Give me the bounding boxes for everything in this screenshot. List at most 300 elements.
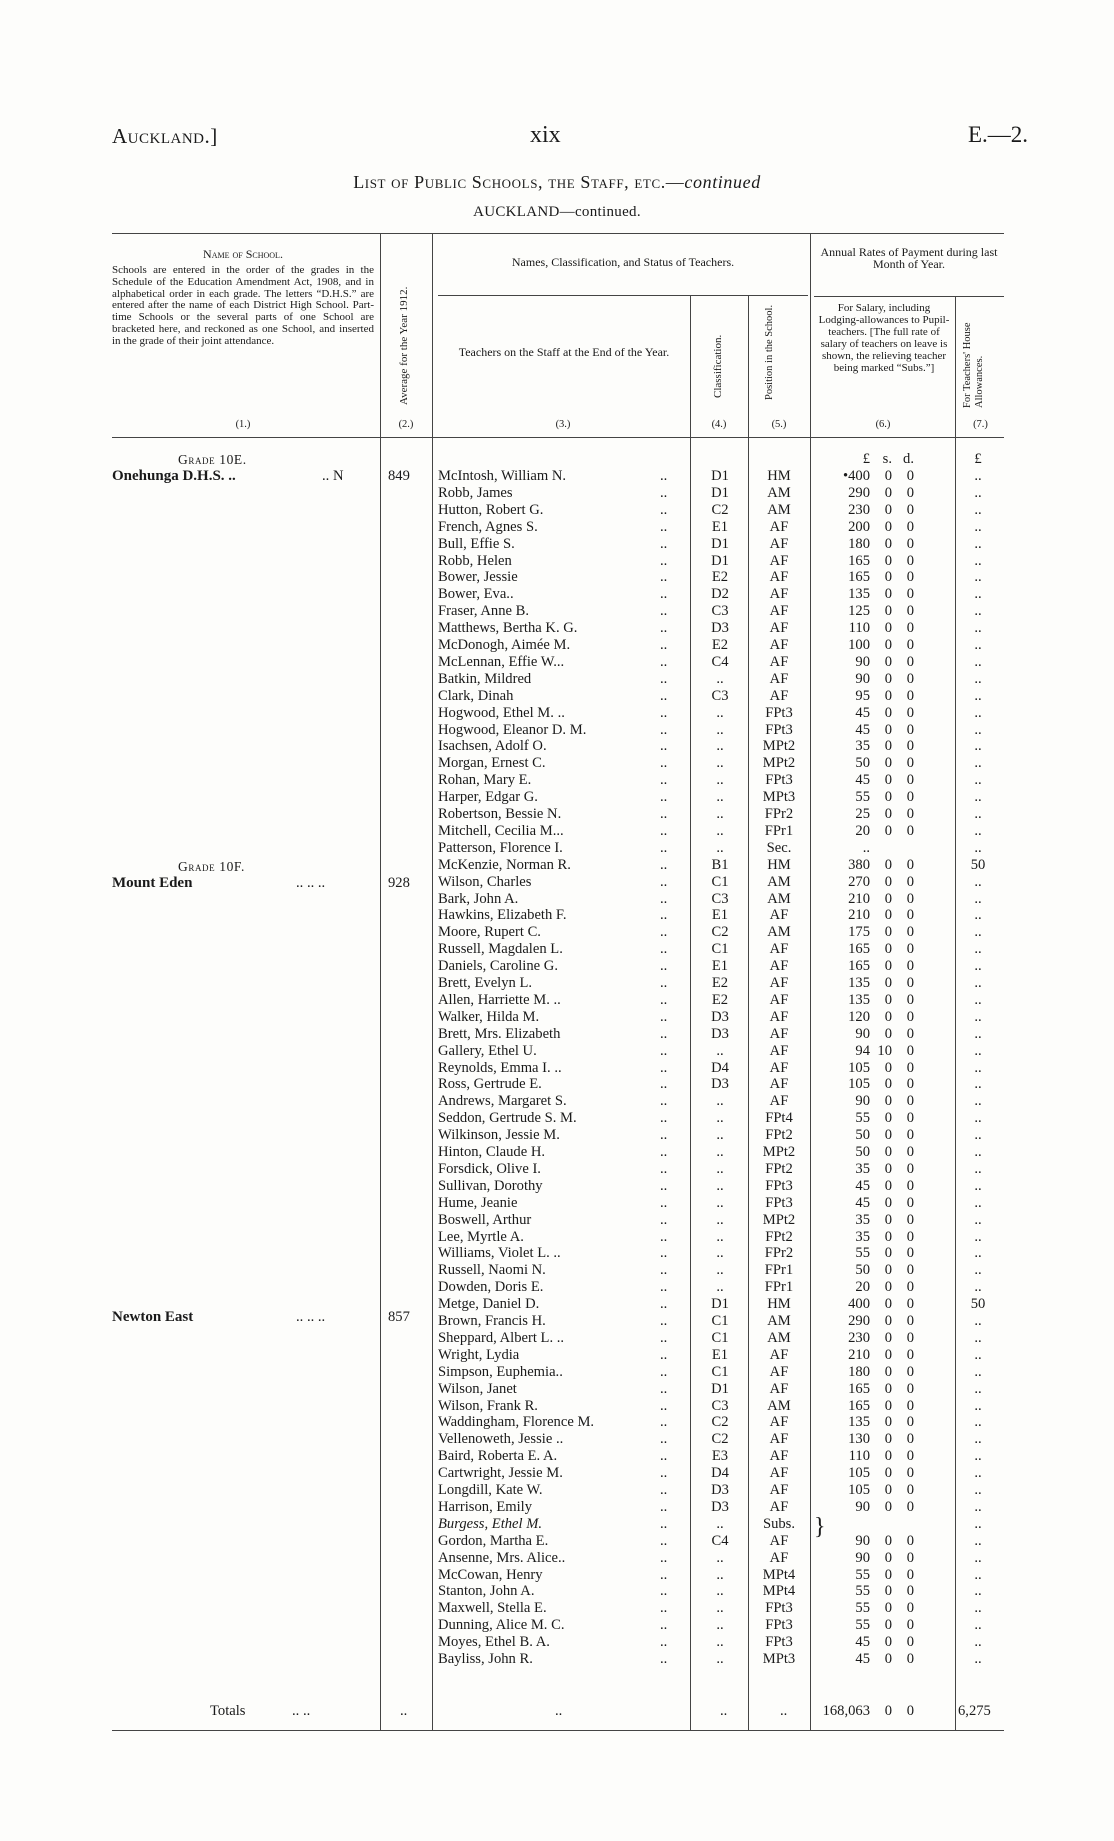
table-row [0,603,1114,620]
salary-shillings: 0 [884,1110,892,1127]
table-row [0,1533,1114,1550]
position: AF [769,518,789,535]
classification: .. [716,1245,724,1262]
salary-pounds: 180 [848,1363,870,1380]
teacher-name: Hogwood, Ethel M. .. [438,704,565,721]
leader-dots: .. [660,1127,668,1144]
teacher-name: Wilkinson, Jessie M. [438,1127,560,1144]
house-allowance: .. [974,789,982,806]
teacher-name: Gordon, Martha E. [438,1532,549,1549]
classification: E2 [711,637,729,653]
salary-pounds: 400 [848,1296,870,1313]
salary-pence: 0 [906,1093,914,1110]
salary-shillings: 0 [884,670,892,687]
classification: D3 [711,1482,729,1498]
classification: .. [716,1211,724,1228]
leader-dots: .. [660,789,668,806]
salary-pounds: 25 [855,806,870,822]
house-allowance: .. [974,1008,982,1025]
teacher-name: Robertson, Bessie N. [438,806,562,822]
table-row [0,992,1114,1009]
salary-shillings: 0 [884,620,892,637]
salary-pounds: 210 [848,890,870,907]
page-header-left: Auckland.] [112,124,218,148]
leader-dots: .. [660,1482,668,1498]
teacher-name: Walker, Hilda M. [438,1008,540,1025]
house-allowance: .. [974,687,982,704]
school-name: Newton East [112,1309,194,1325]
classification: D3 [711,620,729,637]
classification: .. [716,822,724,839]
salary-pence: 0 [906,1160,914,1177]
salary-shillings: 0 [884,1025,892,1042]
classification: C1 [711,1363,729,1380]
table-row [0,941,1114,958]
classification: D4 [711,1465,729,1482]
teacher-name: Moyes, Ethel B. A. [438,1634,550,1651]
leader-dots: .. [660,620,668,637]
teacher-name: Harrison, Emily [438,1498,533,1515]
position: FPt3 [765,1634,793,1651]
teacher-name: Andrews, Margaret S. [438,1093,567,1110]
salary-pounds: 125 [848,603,870,620]
classification: D1 [711,552,729,569]
totals-label: Totals [210,1703,246,1719]
table-row [0,1617,1114,1634]
position: AF [769,552,789,569]
house-allowance: .. [974,738,982,755]
house-allowance: .. [974,1262,982,1279]
table-row [0,1060,1114,1077]
salary-pence: 0 [906,738,914,755]
classification: D3 [711,1008,729,1025]
table-row [0,738,1114,755]
house-allowance: .. [974,1228,982,1245]
classification: C3 [711,1397,729,1414]
salary-pounds: 230 [848,501,870,518]
table-row [0,755,1114,772]
salary-shillings: 0 [884,603,892,620]
leader-dots: .. [660,1008,668,1025]
classification: B1 [711,856,729,873]
leader-dots: .. [660,1414,668,1431]
teacher-name: Robb, James [438,484,513,501]
salary-pence: 0 [906,806,914,822]
school-name: Mount Eden [112,875,193,891]
col2-number: (2.) [398,419,414,430]
leader-dots: .. [660,975,668,991]
salary-pence: 0 [906,1313,914,1329]
classification: .. [716,670,724,687]
salary-shillings: 0 [884,755,892,772]
col1-number: (1.) [235,419,251,430]
salary-pence: 0 [906,484,914,501]
house-allowance: .. [974,1380,982,1397]
salary-pence: 0 [906,1482,914,1498]
salary-shillings: 0 [884,924,892,941]
salary-pence: 0 [906,1465,914,1482]
salary-pence: 0 [906,1059,914,1076]
leader-dots: .. [660,1515,668,1532]
salary-pence: 0 [906,958,914,975]
leader-dots: .. [660,1532,668,1549]
classification: .. [716,1515,724,1532]
teacher-name: Sullivan, Dorothy [438,1177,543,1194]
salary-pence: 0 [906,1583,914,1600]
teacher-name: Stanton, John A. [438,1583,535,1600]
position: AF [769,1414,789,1431]
table-row [0,485,1114,502]
teacher-name: Ansenne, Mrs. Alice.. [438,1549,566,1566]
salary-pence: 0 [906,586,914,603]
salary-shillings: 0 [884,1160,892,1177]
house-allowance: .. [974,468,982,484]
classification: .. [716,1160,724,1177]
salary-pounds: 90 [855,1025,870,1042]
house-allowance: 50 [970,1296,986,1313]
leader-dots: .. [660,1211,668,1228]
salary-pence: 0 [906,637,914,653]
teacher-name: McIntosh, William N. [438,468,567,484]
teacher-name: McCowan, Henry [438,1566,543,1583]
salary-shillings: 0 [884,1448,892,1465]
salary-pence: 0 [906,1617,914,1634]
salary-shillings: 0 [884,1465,892,1482]
classification: .. [716,1177,724,1194]
col1-note: Schools are entered in the order of the grades in the Schedule of the Education Amendment Act, 1908, and in alphabetical order in each grade. The letters “D.H.S.” are entered after the name of each District High School. Part-time Schools or the several parts of one School are bracketed here, and reckoned as one School, and inserted in the grade of their joint attendance. [112,264,374,347]
leader-dots: .. [660,1160,668,1177]
teacher-name: Wilson, Frank R. [438,1397,538,1414]
position: AF [769,687,789,704]
salary-shillings: 0 [884,1583,892,1600]
table-row [0,536,1114,553]
position: AF [769,1498,789,1515]
title-main: List of Public Schools, the Staff, etc.— [353,172,685,192]
classification: .. [716,1042,724,1059]
table-top-rule [112,233,1004,234]
col6-number: (6.) [875,419,891,430]
classification: .. [716,1549,724,1566]
leader-dots: .. [660,1262,668,1279]
leader-dots: .. [660,1144,668,1160]
position: AM [767,890,791,907]
position: FPt3 [765,1600,793,1617]
teacher-name: Harper, Edgar G. [438,789,538,806]
salary-shillings: 0 [884,822,892,839]
salary-pence: 0 [906,1600,914,1617]
salary-pounds: 45 [855,1634,870,1651]
salary-pounds: 55 [855,1110,870,1127]
table-row [0,958,1114,975]
position: AF [769,991,789,1008]
house-allowance: .. [974,806,982,822]
house-allowance: .. [974,1448,982,1465]
position: HM [767,1296,791,1313]
salary-shillings: 0 [884,552,892,569]
salary-pounds: 135 [848,586,870,603]
leader-dots: .. [660,603,668,620]
position: FPt2 [765,1127,793,1144]
house-allowance: .. [974,1498,982,1515]
salary-pence: 0 [906,941,914,958]
teacher-name: Matthews, Bertha K. G. [438,620,578,637]
salary-shillings: 0 [884,991,892,1008]
position: MPt2 [762,1144,796,1160]
leader-dots: .. [660,822,668,839]
table-row [0,1076,1114,1093]
salary-pounds: 90 [855,653,870,670]
table-row [0,637,1114,654]
salary-pence: 0 [906,1532,914,1549]
salary-pence: 0 [906,1042,914,1059]
table-row [0,1262,1114,1279]
position: FPt2 [765,1160,793,1177]
salary-shillings: 0 [884,535,892,552]
teacher-name: Wilson, Charles [438,873,532,890]
salary-pounds: 165 [848,569,870,586]
salary-pence: 0 [906,1262,914,1279]
salary-pence: 0 [906,1380,914,1397]
school-suffix: .. .. .. [296,875,326,891]
teacher-name: Fraser, Anne B. [438,603,530,620]
salary-shillings: 0 [884,1634,892,1651]
position: MPt4 [762,1583,796,1600]
salary-shillings: 0 [884,856,892,873]
house-allowance: .. [974,1279,982,1296]
position: Sec. [766,839,792,856]
leader-dots: .. [660,535,668,552]
teacher-name: Cartwright, Jessie M. [438,1465,563,1482]
totals-classification: .. [720,1703,728,1719]
school-average: 849 [388,468,410,484]
salary-pence: 0 [906,552,914,569]
leader-dots: .. [660,1498,668,1515]
salary-pence: 0 [906,704,914,721]
position: MPt3 [762,1651,796,1667]
salary-shillings: 0 [884,1262,892,1279]
leader-dots: .. [660,856,668,873]
classification: .. [716,1617,724,1634]
leader-dots: .. [660,1566,668,1583]
house-allowance: .. [974,822,982,839]
leader-dots: .. [660,806,668,822]
salary-shillings: 0 [884,1566,892,1583]
leader-dots: .. [660,873,668,890]
leader-dots: .. [660,501,668,518]
salary-shillings: 0 [884,1549,892,1566]
position: FPr1 [764,1262,794,1279]
col1-title: Name of School. [203,247,283,261]
teacher-name: Ross, Gertrude E. [438,1076,542,1093]
salary-pence: 0 [906,1194,914,1211]
table-row [0,1550,1114,1567]
salary-shillings: 0 [884,1059,892,1076]
salary-pence: 0 [906,1127,914,1144]
position: FPr1 [764,822,794,839]
table-row [0,772,1114,789]
classification: D3 [711,1498,729,1515]
salary-shillings: 0 [884,958,892,975]
teacher-name: Maxwell, Stella E. [438,1600,547,1617]
table-row [0,840,1114,857]
position: AF [769,1532,789,1549]
unit-house-pounds: £ [974,451,982,467]
house-allowance: .. [974,1093,982,1110]
salary-pounds: 35 [855,1160,870,1177]
position: AF [769,1093,789,1110]
salary-shillings: 0 [884,1296,892,1313]
table-row [0,1330,1114,1347]
salary-pence: 0 [906,1245,914,1262]
salary-pence: 0 [906,1144,914,1160]
classification: .. [716,1093,724,1110]
totals-position: .. [780,1703,788,1719]
salary-shillings: 0 [884,1279,892,1296]
leader-dots: .. [660,1363,668,1380]
salary-pounds: 45 [855,704,870,721]
position: AF [769,1025,789,1042]
salary-pounds: 50 [855,1127,870,1144]
salary-pence: 0 [906,789,914,806]
table-row [0,1634,1114,1651]
salary-shillings: 0 [884,1532,892,1549]
leader-dots: .. [660,1025,668,1042]
position: AF [769,1465,789,1482]
salary-pounds: 100 [848,637,870,653]
salary-pence: 0 [906,1177,914,1194]
classification: .. [716,772,724,789]
table-row [0,722,1114,739]
position: AM [767,873,791,890]
classification: C3 [711,603,729,620]
table-row [0,620,1114,637]
table-row [0,1651,1114,1668]
leader-dots: .. [660,1042,668,1059]
leader-dots: .. [660,653,668,670]
salary-pounds: 110 [848,1448,870,1465]
leader-dots: .. [660,1380,668,1397]
position: MPt2 [762,738,796,755]
classification: D3 [711,1025,729,1042]
classification: E1 [711,518,729,535]
leader-dots: .. [660,468,668,484]
classification: .. [716,1110,724,1127]
salary-shillings: 0 [884,1397,892,1414]
salary-pounds: 45 [855,772,870,789]
document-title [0,172,1114,193]
house-allowance: .. [974,1634,982,1651]
classification: C2 [711,501,729,518]
leader-dots: .. [660,1431,668,1448]
salary-pounds: 55 [855,1583,870,1600]
house-allowance: .. [974,1211,982,1228]
salary-pence: 0 [906,1397,914,1414]
classification: E2 [711,991,729,1008]
salary-pounds: 45 [855,1651,870,1667]
salary-shillings: 0 [884,806,892,822]
house-allowance: .. [974,1194,982,1211]
house-allowance: .. [974,890,982,907]
position: AF [769,637,789,653]
salary-pounds: 35 [855,1211,870,1228]
position: FPt2 [765,1228,793,1245]
classification: .. [716,1600,724,1617]
leader-dots: .. [660,1329,668,1346]
table-row [0,1364,1114,1381]
position: FPr2 [764,1245,794,1262]
classification: D1 [711,1380,729,1397]
salary-pounds: 105 [848,1465,870,1482]
salary-pounds: 45 [855,1194,870,1211]
salary-pence: 0 [906,653,914,670]
salary-shillings: 0 [884,1177,892,1194]
table-row [0,1431,1114,1448]
salary-pounds: 175 [848,924,870,941]
teacher-name: Hutton, Robert G. [438,501,544,518]
house-allowance: .. [974,1566,982,1583]
teacher-name: Baird, Roberta E. A. [438,1448,558,1465]
house-allowance: .. [974,1363,982,1380]
position: AF [769,1059,789,1076]
house-allowance: .. [974,1177,982,1194]
teacher-name: Hinton, Claude H. [438,1144,546,1160]
salary-pence: 0 [906,1498,914,1515]
house-allowance: .. [974,704,982,721]
table-row [0,1195,1114,1212]
house-allowance: .. [974,1346,982,1363]
salary-shillings: 0 [884,738,892,755]
house-allowance: .. [974,1076,982,1093]
salary-pounds: 45 [855,721,870,738]
salary-pence: 0 [906,1346,914,1363]
salary-pence: 0 [906,856,914,873]
leader-dots: .. [660,1600,668,1617]
col2-title: Average for the Year 1912. [398,286,410,405]
position: AF [769,907,789,924]
salary-pounds: 55 [855,1566,870,1583]
table-row [0,891,1114,908]
teacher-name: Dowden, Doris E. [438,1279,544,1296]
position: FPt3 [765,1194,793,1211]
salary-pounds: 94 [855,1042,870,1059]
position: AF [769,941,789,958]
leader-dots: .. [660,704,668,721]
school-suffix: .. .. .. [296,1309,326,1325]
salary-shillings: 0 [884,1482,892,1498]
leader-dots: .. [660,991,668,1008]
salary-shillings: 0 [884,501,892,518]
position: AF [769,1363,789,1380]
house-allowance: .. [974,1059,982,1076]
leader-dots: .. [660,755,668,772]
teacher-name: Williams, Violet L. .. [438,1245,561,1262]
salary-pence: 0 [906,518,914,535]
salary-pounds: 270 [848,873,870,890]
col7-number: (7.) [973,419,988,430]
leader-dots: .. [660,958,668,975]
house-allowance: .. [974,653,982,670]
house-allowance: .. [974,1127,982,1144]
house-allowance: .. [974,501,982,518]
position: FPt3 [765,1617,793,1634]
salary-shillings: 0 [884,1346,892,1363]
salary-pounds: 20 [855,822,870,839]
table-row [0,1347,1114,1364]
house-allowance: .. [974,1600,982,1617]
col4-number: (4.) [711,419,727,430]
salary-pence: 0 [906,1279,914,1296]
leader-dots: .. [660,687,668,704]
